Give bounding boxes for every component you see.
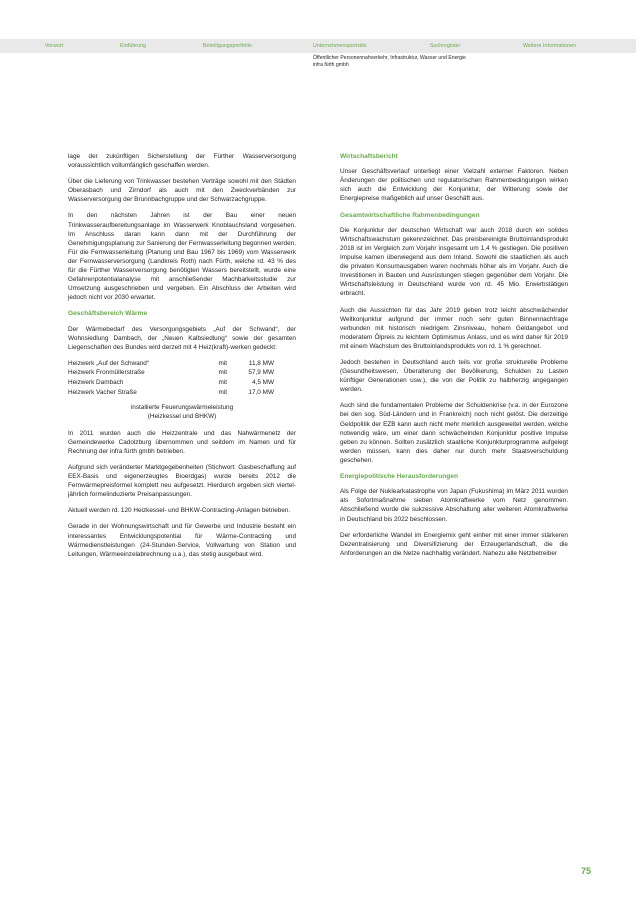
plants-note-line-2: (Heizkessel und BHKW) <box>147 413 217 421</box>
paragraph: Unser Geschäftsverlauf unterliegt einer Vielzahl externer Faktoren. Neben Änderungen der politischen und regulatorischen Rahmenbedingungen wirken sich auch die Entwicklung der Konjunktur, der Witterung sowie der Energiepreise maßgeblich auf unser Geschäft aus. <box>340 168 568 203</box>
paragraph: lage der zukünftigen Sicherstellung der Fürther Wasserversorgung voraussichtlich vollumfänglich geschaffen werden. <box>68 153 296 170</box>
section-heading-energiepolitische-herausforderungen: Energiepolitische Herausforderungen <box>340 473 458 481</box>
nav-item-beteiligungsportfolio[interactable]: Beteiligungsportfolio <box>203 43 252 49</box>
table-row <box>68 359 296 369</box>
paragraph: Die Konjunktur der deutschen Wirtschaft war auch 2018 durch ein solides Wirtschaftswachstum gekennzeichnet. Das preisbereinigte Bruttoinlandsprodukt 2018 ist im Vergleich zum Vorjahr insgesamt um 1,4 % gestiegen. Die positiven Impulse kamen überwiegend aus dem Inland. Sowohl die staatlichen als auch die privaten Konsumausgaben waren nochmals höher als im Vorjahr. Auch die Investitionen in Bauten und Ausrüstungen stiegen gegenüber dem Vorjahr. Die Wirtschaftsleistung in Deutschland wurde von rd. 45 Mio. Erwerbstätigen erbracht. <box>340 226 568 298</box>
plant-mit-label: mit <box>218 388 228 396</box>
paragraph: Der erforderliche Wandel im Energiemix geht einher mit einer immer stärkeren Dezentralisierung und Diversifizierung der Erzeugerlandschaft, die die Anforderungen an die Netze nachhaltig verändert. Nahezu alle Netzbetreiber <box>340 531 568 557</box>
paragraph: Auch sind die fundamentalen Probleme der Schuldenkrise (v.a. in der Eurozone bei den sog. Süd-Ländern und in Frankreich) noch nicht gelöst. Die derzeitige Geldpolitik der EZB kann auch nicht mehr merklich ausgeweitet werden, welche notwendig wäre, um einer dann schwächelnden Konjunktur positive Impulse geben zu können. Sollten zusätzlich staatliche Konjunkturprogramme aufgelegt werden müssen, kann dies daher nur durch mehr Staatsverschuldung geschehen. <box>340 402 568 464</box>
nav-item-suchregister[interactable]: Suchregister <box>430 43 461 49</box>
plants-note <box>68 403 296 421</box>
section-heading-wirtschaftsbericht: Wirtschaftsbericht <box>340 153 398 160</box>
plant-capacity: 11,8 MW <box>248 359 274 367</box>
plant-mit-label: mit <box>218 369 228 377</box>
paragraph: In 2011 wurden auch die Heizzentrale und das Nahwärmenetz der Gemeindewerke Cadolzburg übernommen und seitdem im Namen und für Rechnung der infra fürth gmbh betrieben. <box>68 429 296 455</box>
plant-name: Heizwerk Dambach <box>68 379 124 387</box>
nav-item-weitere-informationen[interactable]: Weitere Informationen <box>523 43 577 49</box>
top-navigation-bar <box>0 39 636 53</box>
paragraph: Als Folge der Nuklearkatastrophe von Japan (Fukushima) im März 2011 wurden als Sofortmaßnahme sieben Atomkraftwerke vom Netz genommen. Abschließend wurde die sukzessive Abschaltung aller weiteren Atomkraftwerke in Deutschland bis 2022 beschlossen. <box>340 488 568 523</box>
table-row <box>68 378 296 388</box>
plant-capacity: 4,5 MW <box>251 379 274 387</box>
section-heading-gesamtwirtschaftliche-rahmenbedingungen: Gesamtwirtschaftliche Rahmenbedingungen <box>340 211 480 219</box>
plant-mit-label: mit <box>218 379 228 387</box>
nav-item-vorwort[interactable]: Vorwort <box>45 43 64 49</box>
running-header <box>313 55 466 70</box>
table-row <box>68 388 296 398</box>
right-text-column <box>340 152 568 558</box>
left-text-column <box>68 152 296 559</box>
paragraph: In den nächsten Jahren ist der Bau einer neuen Trinkwasseraufbereitungsanlage im Wasserwerk Knoblauchsland vorgesehen. Im Anschluss daran kann dann mit der Durchführung der Genehmigungsplanung zur Sanierung der Fernwasserleitung begonnen werden. Für die Fernwasserleitung (Planung und Bau 1967 bis 1969) vom Wasserwerk der Fernwasserversorgung (Landkreis Roth) nach Fürth, welche rd. 43 % des für die Fürther Wasserversorgung benötigten Wassers bereitstellt, wurde eine Gefahrenpotentialanalyse mit anschließender Machbarkeitsstudie zur Umsetzung ausgeschrieben und vergeben. Ein Abschluss der Arbeiten wird jedoch nicht vor 2030 erwartet. <box>68 212 296 302</box>
paragraph: Aufgrund sich veränderter Marktgegebenheiten (Stichwort: Gasbeschaffung auf EEX-Basis und eigenerzeugtes Bioerdgas) wurde bereits 2012 die Fernwärmepreisformel komplett neu aufgesetzt. Hierdurch ergeben sich vierteljährlich formelinduzierte Preisanpassungen. <box>68 463 296 499</box>
plant-name: Heizwerk Vacher Straße <box>68 388 137 396</box>
running-header-line-1: Öffentlicher Personennahverkehr, Infrastruktur, Wasser und Energie <box>313 55 466 61</box>
paragraph: Der Wärmebedarf des Versorgungsgebiets „Auf der Schwand“, der Wohnsiedlung Dambach, der „Neuen Kalbsiedlung“ sowie der gesamten Liegenschaften des Bundes wird derzeit mit 4 Heiz(kraft)-werken gedeckt: <box>68 325 296 351</box>
nav-item-unternehmensportraets[interactable]: Unternehmensporträts <box>313 43 367 49</box>
page-number: 75 <box>580 866 591 876</box>
plant-capacity: 17,0 MW <box>248 388 274 396</box>
table-row <box>68 368 296 378</box>
paragraph: Über die Lieferung von Trinkwasser bestehen Verträge sowohl mit den Städten Oberasbach und Zirndorf als auch mit den Zweckverbänden zur Wasserversorgung der Brunnbachgruppe und der Schwarzachgruppe. <box>68 178 296 204</box>
plants-note-line-1: installierte Feuerungswärmeleistung <box>130 404 234 412</box>
paragraph: Aktuell werden rd. 120 Heizkessel- und BHKW-Contracting-Anlagen betrieben. <box>68 507 291 515</box>
plant-name: Heizwerk Fronmüllerstraße <box>68 369 145 377</box>
plant-name: Heizwerk „Auf der Schwand“ <box>68 359 149 367</box>
running-header-line-2: infra fürth gmbh <box>313 62 349 69</box>
paragraph: Auch die Aussichten für das Jahr 2019 geben trotz leicht abschwächender Weltkonjunktur aufgrund der immer noch sehr guten Binnennachfrage verbunden mit historisch niedrigem Zinsniveau, hohem Geldangebot und moderatem Ölpreis zu leichtem Optimismus Anlass, und es wird daher für 2019 mit einem Wachstum des Bruttoinlandsprodukts von rd. 1 % gerechnet. <box>340 306 568 350</box>
paragraph: Gerade in der Wohnungswirtschaft und für Gewerbe und Industrie besteht ein interessantes Entwicklungspotential für Wärme-Contracting und Wärmedienstleistungen (24-Stunden-Service, Vollwartung von Station und Leitungen, Wärmeeinzelabrechnung u.a.), das stetig ausgebaut wird. <box>68 523 296 558</box>
nav-item-einfuehrung[interactable]: Einführung <box>120 43 147 49</box>
heating-plants-table <box>68 359 296 397</box>
section-heading-geschaeftsbereich-waerme: Geschäftsbereich Wärme <box>68 310 148 318</box>
paragraph: Jedoch bestehen in Deutschland auch teils vor große strukturelle Probleme (Gesundheitswesen, Überalterung der Bevölkerung, Schulden zu Lasten künftiger Generationen usw.), die von der Politik zu halbherzig angegangen werden. <box>340 359 568 394</box>
plant-mit-label: mit <box>218 359 228 367</box>
plant-capacity: 57,9 MW <box>248 369 274 377</box>
